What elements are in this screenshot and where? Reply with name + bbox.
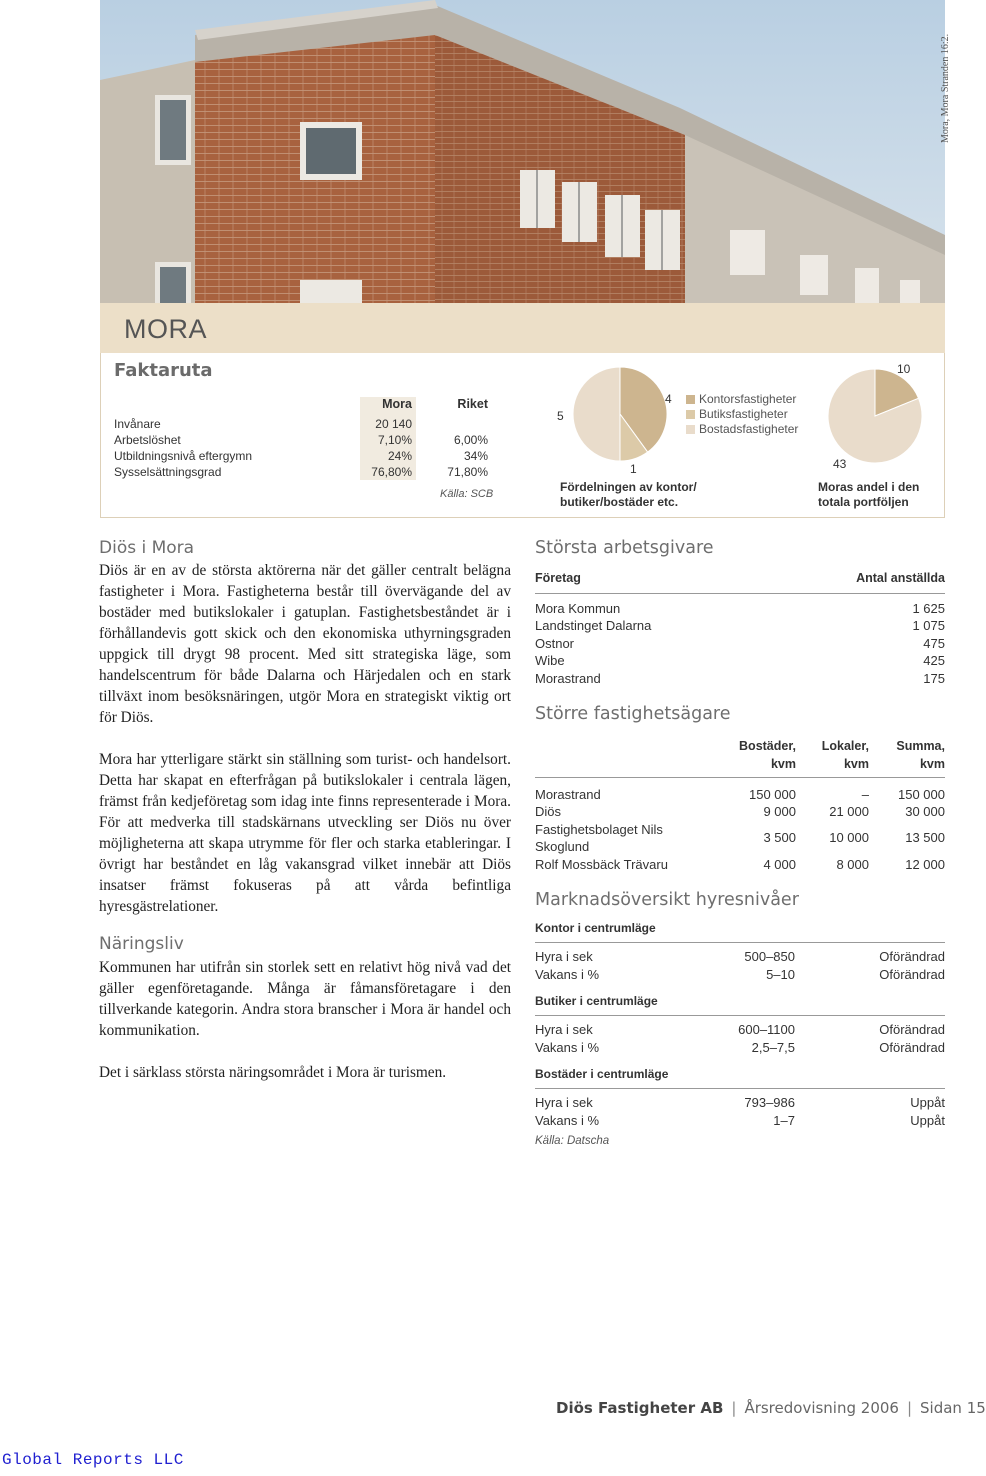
employer-name: Morastrand: [535, 670, 601, 686]
owner-com: 8 000: [836, 856, 869, 872]
table-row: [535, 966, 945, 984]
pie2-label-mora: 10: [897, 362, 911, 376]
legend-swatch: [686, 425, 695, 434]
fact-mora: 20 140: [360, 416, 416, 432]
owner-name: Rolf Mossbäck Trävaru: [535, 856, 668, 872]
pie1-title: [560, 480, 697, 510]
paragraph: Det i särklass största näringsområdet i Mora är turismen.: [99, 1064, 447, 1081]
pie-chart-distribution: [570, 364, 670, 464]
owner-sum: 30 000: [905, 804, 945, 819]
market-label: Vakans i %: [535, 966, 600, 982]
market-label: Hyra i sek: [535, 1022, 593, 1037]
col-mora: Mora: [360, 397, 416, 416]
table-row: [114, 432, 492, 448]
fact-riket: 6,00%: [453, 433, 488, 447]
employer-count: 475: [923, 635, 945, 651]
pie-slice-bostadsfastigheter: [573, 367, 620, 461]
fact-riket: [416, 416, 492, 432]
employer-name: Landstinget Dalarna: [535, 618, 652, 633]
fact-riket: 71,80%: [447, 465, 488, 479]
market-trend: Oförändrad: [879, 949, 945, 964]
legend-swatch: [686, 410, 695, 419]
fact-table-header: [114, 397, 492, 416]
market-value: 793–986: [744, 1095, 795, 1110]
market-group-heading: Bostäder i centrumläge: [535, 1067, 669, 1081]
photo-caption: Mora, Mora Stranden 16:2.: [940, 33, 951, 143]
section-heading: Diös i Mora: [99, 538, 195, 558]
col-unit: kvm: [919, 756, 945, 771]
legend-item: [686, 407, 798, 422]
employer-name: Mora Kommun: [535, 600, 621, 616]
owner-res: 150 000: [749, 786, 796, 802]
fact-mora: 7,10%: [360, 432, 416, 448]
market-value: 2,5–7,5: [751, 1039, 795, 1055]
footer-page: Sidan 15: [920, 1399, 986, 1417]
section-heading: Näringsliv: [99, 934, 184, 954]
market-label: Vakans i %: [535, 1112, 600, 1128]
owners-table: [535, 738, 945, 873]
market-trend: Oförändrad: [879, 1022, 945, 1037]
paragraph: Kommunen har utifrån sin storlek sett en relativt hög nivå vad det gäller egenföretagande. Många är fåmansföretagare i den tillverkande kategorin. Andra stora branscher i Mora är handel och kommunikation.: [99, 959, 511, 1039]
pie1-legend: [686, 392, 798, 437]
paragraph: Mora har ytterligare stärkt sin ställning som turist- och handelsort. Detta har skapat en efterfrågan på butikslokaler i centrala lägen, främst från kedjeföretag som idag inte finns representerade i Mora. För att medverka till stadskärnans utveckling ser Diös nu över möjligheterna att skapa utrymme för fler och starka etableringar. I övrigt har beståndet en låg vakansgrad vilket innebär att Diös insatser främst fokuseras på att vårda befintliga hyresgästrelationer.: [99, 751, 511, 915]
pie1-title-line: Fördelningen av kontor/: [560, 480, 697, 494]
col-unit: kvm: [770, 756, 796, 771]
market-title: Marknadsöversikt hyresnivåer: [535, 890, 799, 910]
employer-name: Ostnor: [535, 635, 575, 651]
col-sum: Summa,: [896, 739, 945, 753]
footer-separator: |: [906, 1399, 913, 1417]
market-value: 600–1100: [738, 1022, 795, 1037]
market-label: Hyra i sek: [535, 949, 593, 964]
title-strip: [100, 303, 945, 353]
table-row: [535, 617, 945, 635]
fact-box-title: Faktaruta: [114, 360, 213, 381]
pie1-label-bostad: 5: [557, 409, 564, 423]
owner-res: 4 000: [763, 856, 796, 872]
legend-label: Kontorsfastigheter: [699, 392, 797, 406]
table-row: [535, 1021, 945, 1039]
legend-swatch: [686, 395, 695, 404]
fact-table: [114, 397, 492, 480]
market-group-heading: Butiker i centrumläge: [535, 994, 658, 1008]
owner-name: Diös: [535, 804, 562, 819]
owner-sum: 150 000: [898, 786, 945, 802]
owner-res: 9 000: [763, 804, 796, 819]
owners-header: [535, 738, 945, 778]
legend-item: [686, 422, 798, 437]
owner-sum: 13 500: [905, 830, 945, 846]
footer-report: Årsredovisning 2006: [744, 1399, 899, 1417]
table-row: [535, 670, 945, 688]
owners-title: Större fastighetsägare: [535, 704, 731, 724]
table-row: [114, 464, 492, 480]
side-tables: [535, 538, 945, 1147]
table-row: [535, 1112, 945, 1130]
table-row: [535, 652, 945, 670]
building-illustration: [100, 0, 945, 303]
table-row: [114, 416, 492, 432]
pie2-title-line: Moras andel i den: [818, 480, 920, 494]
employer-count: 1 075: [912, 618, 945, 633]
table-row: [535, 1094, 945, 1112]
pie-chart-share: [825, 366, 925, 466]
market-trend: Oförändrad: [879, 966, 945, 982]
watermark: Global Reports LLC: [2, 1451, 184, 1469]
market-table: [535, 920, 945, 1129]
employer-count: 1 625: [912, 600, 945, 616]
pie1-label-butik: 4: [665, 392, 672, 406]
market-label: Vakans i %: [535, 1039, 600, 1055]
pie2-title: [818, 480, 919, 510]
owner-name: Morastrand: [535, 786, 601, 802]
table-row: [535, 803, 945, 821]
pie1-label-kontor: 1: [630, 462, 637, 476]
legend-item: [686, 392, 798, 407]
building-photo: [100, 0, 945, 303]
pie1-title-line: butiker/bostäder etc.: [560, 495, 679, 509]
col-count: Antal anställda: [856, 571, 945, 585]
footer-company: Diös Fastigheter AB: [556, 1399, 724, 1417]
market-value: 1–7: [773, 1112, 795, 1128]
owner-name: Fastighetsbolaget Nils Skoglund: [535, 821, 663, 854]
market-label: Hyra i sek: [535, 1095, 593, 1110]
pie2-label-other: 43: [833, 457, 847, 471]
col-residential: Bostäder,: [739, 739, 796, 753]
market-source: Källa: Datscha: [535, 1135, 610, 1147]
owner-com: 21 000: [829, 804, 869, 819]
page-title: MORA: [124, 314, 207, 344]
table-row: [114, 448, 492, 464]
market-value: 500–850: [744, 949, 795, 964]
legend-label: Butiksfastigheter: [699, 407, 788, 421]
market-group-heading: Kontor i centrumläge: [535, 921, 656, 935]
table-row: [535, 600, 945, 618]
fact-mora: 76,80%: [360, 464, 416, 480]
employer-count: 425: [923, 653, 945, 668]
col-company: Företag: [535, 571, 581, 585]
fact-source: Källa: SCB: [440, 488, 494, 500]
fact-label: Invånare: [114, 417, 161, 431]
fact-riket: 34%: [463, 449, 488, 463]
table-row: [535, 948, 945, 966]
table-row: [535, 786, 945, 804]
owner-sum: 12 000: [905, 856, 945, 872]
employers-header: [535, 570, 945, 594]
owner-res: 3 500: [763, 830, 796, 846]
fact-label: Arbetslöshet: [114, 433, 181, 447]
col-commercial: Lokaler,: [821, 739, 869, 753]
pie2-title-line: totala portföljen: [818, 495, 909, 509]
fact-mora: 24%: [360, 448, 416, 464]
employer-name: Wibe: [535, 653, 565, 668]
owner-com: –: [861, 786, 869, 802]
table-row: [535, 635, 945, 653]
col-unit: kvm: [843, 756, 869, 771]
owner-com: 10 000: [829, 830, 869, 846]
fact-label: Utbildningsnivå eftergymn: [114, 449, 253, 463]
page-footer: [556, 1399, 986, 1417]
paragraph: Diös är en av de största aktörerna när det gäller centralt belägna fastigheter i Mora. Fastigheterna består till övervägande del av bostäder med butikslokaler i gatuplan. Fastighetsbeståndet är i förhållandevis gott skick och den ekonomiska uthyrningsgraden uppgick till drygt 98 procent. Med sitt strategiska läge, som handelscentrum för både Dalarna och Härjedalen och en stark tillväxt inom besöksnäringen, utgör Mora en strategiskt viktig ort för Diös.: [99, 562, 511, 726]
market-trend: Uppåt: [910, 1095, 945, 1110]
employer-count: 175: [923, 670, 945, 686]
table-row: [535, 821, 945, 856]
fact-label: Sysselsättningsgrad: [114, 465, 222, 479]
body-text: [99, 538, 511, 1083]
col-riket: Riket: [457, 397, 488, 411]
market-value: 5–10: [766, 966, 795, 982]
table-row: [535, 856, 945, 874]
footer-separator: |: [731, 1399, 737, 1417]
table-row: [535, 1039, 945, 1057]
legend-label: Bostadsfastigheter: [699, 422, 799, 436]
market-trend: Oförändrad: [879, 1039, 945, 1055]
employers-title: Största arbetsgivare: [535, 538, 714, 558]
market-trend: Uppåt: [910, 1112, 945, 1128]
